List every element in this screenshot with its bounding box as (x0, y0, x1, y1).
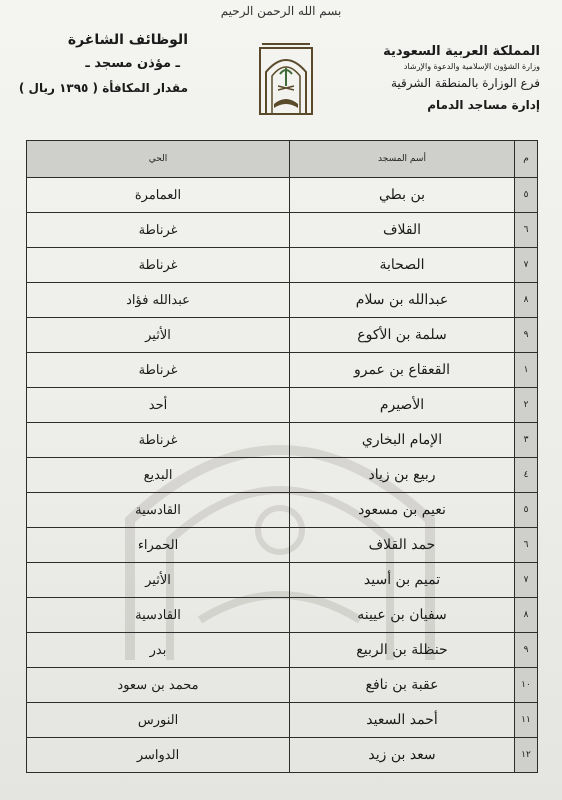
area-name: غرناطة (138, 362, 178, 378)
vacancy-header (18, 32, 188, 95)
area-name: عبدالله فؤاد (126, 292, 190, 308)
table-row (27, 493, 538, 528)
table-row (27, 283, 538, 318)
row-number: ٧ (515, 563, 538, 598)
salary-amount: مقدار المكافأة ( ١٣٩٥ ريال ) (18, 81, 188, 95)
table-row (27, 458, 538, 493)
table-row (27, 318, 538, 353)
row-number: ٨ (515, 283, 538, 318)
mosque-name: أحمد السعيد (366, 712, 438, 728)
area-name: غرناطة (138, 432, 178, 448)
mosque-name: القلاف (382, 222, 422, 238)
row-number: ٦ (515, 528, 538, 563)
position-title: ـ مؤذن مسجد ـ (85, 56, 180, 71)
table-row (27, 598, 538, 633)
table-row (27, 248, 538, 283)
table-row (27, 388, 538, 423)
row-number: ١١ (515, 703, 538, 738)
row-number: ٦ (515, 213, 538, 248)
column-header-mosque: أسم المسجد (290, 141, 515, 178)
mosque-name: الإمام البخاري (361, 432, 443, 448)
row-number: ٥ (515, 493, 538, 528)
area-name: محمد بن سعود (117, 677, 199, 693)
mosque-name: الصحابة (379, 257, 425, 273)
department-name: إدارة مساجد الدمام (427, 98, 540, 112)
row-number: ٨ (515, 598, 538, 633)
mosque-name: حنظلة بن الربيع (356, 642, 448, 658)
table-row (27, 353, 538, 388)
table-row (27, 563, 538, 598)
ministry-name: وزارة الشؤون الإسلامية والدعوة والإرشاد (403, 62, 540, 71)
column-header-number: م (515, 141, 538, 178)
row-number: ٩ (515, 633, 538, 668)
area-name: العمامرة (134, 187, 182, 203)
row-number: ٩ (515, 318, 538, 353)
table-row (27, 668, 538, 703)
mosque-name: نعيم بن مسعود (358, 502, 446, 518)
table-row (27, 528, 538, 563)
row-number: ١٠ (515, 668, 538, 703)
mosque-name: ربيع بن زياد (368, 467, 436, 483)
mosque-name: حمد القلاف (368, 537, 436, 553)
vacancy-title: الوظائف الشاغرة (67, 32, 188, 48)
ministry-header (340, 44, 540, 112)
area-name: القادسية (135, 607, 181, 623)
row-number: ١ (515, 353, 538, 388)
table-row (27, 703, 538, 738)
mosque-name: تميم بن أسيد (363, 572, 441, 588)
mosque-name: بن بطي (378, 187, 426, 203)
mosque-name: سلمة بن الأكوع (357, 327, 447, 343)
ministry-emblem-icon (258, 42, 314, 118)
table-header-row (27, 141, 538, 178)
row-number: ٤ (515, 458, 538, 493)
area-name: بدر (149, 642, 167, 658)
mosque-table (26, 140, 538, 773)
area-name: غرناطة (138, 257, 178, 273)
row-number: ١٢ (515, 738, 538, 773)
table-row (27, 178, 538, 213)
mosque-name: سعد بن زيد (368, 747, 436, 763)
area-name: الأثير (145, 327, 171, 343)
mosque-name: الأصيرم (379, 397, 425, 413)
mosque-name: القعقاع بن عمرو (353, 362, 451, 378)
row-number: ٢ (515, 388, 538, 423)
mosque-name: عقبة بن نافع (365, 677, 439, 693)
table-row (27, 423, 538, 458)
area-name: الدواسر (136, 747, 180, 763)
country-name: المملكة العربية السعودية (383, 44, 540, 59)
area-name: غرناطة (138, 222, 178, 238)
basmala: بسم الله الرحمن الرحيم (220, 4, 342, 18)
table-row (27, 738, 538, 773)
row-number: ٣ (515, 423, 538, 458)
column-header-area: الحي (27, 141, 290, 178)
mosque-name: سفيان بن عيينه (357, 607, 447, 623)
area-name: البديع (143, 467, 173, 483)
area-name: القادسية (135, 502, 181, 518)
row-number: ٥ (515, 178, 538, 213)
area-name: أحد (148, 397, 168, 413)
mosque-name: عبدالله بن سلام (355, 292, 449, 308)
area-name: الأثير (145, 572, 171, 588)
branch-name: فرع الوزارة بالمنطقة الشرقية (390, 76, 540, 90)
row-number: ٧ (515, 248, 538, 283)
area-name: الحمراء (137, 537, 179, 553)
table-row (27, 633, 538, 668)
table-row (27, 213, 538, 248)
area-name: النورس (137, 712, 179, 728)
